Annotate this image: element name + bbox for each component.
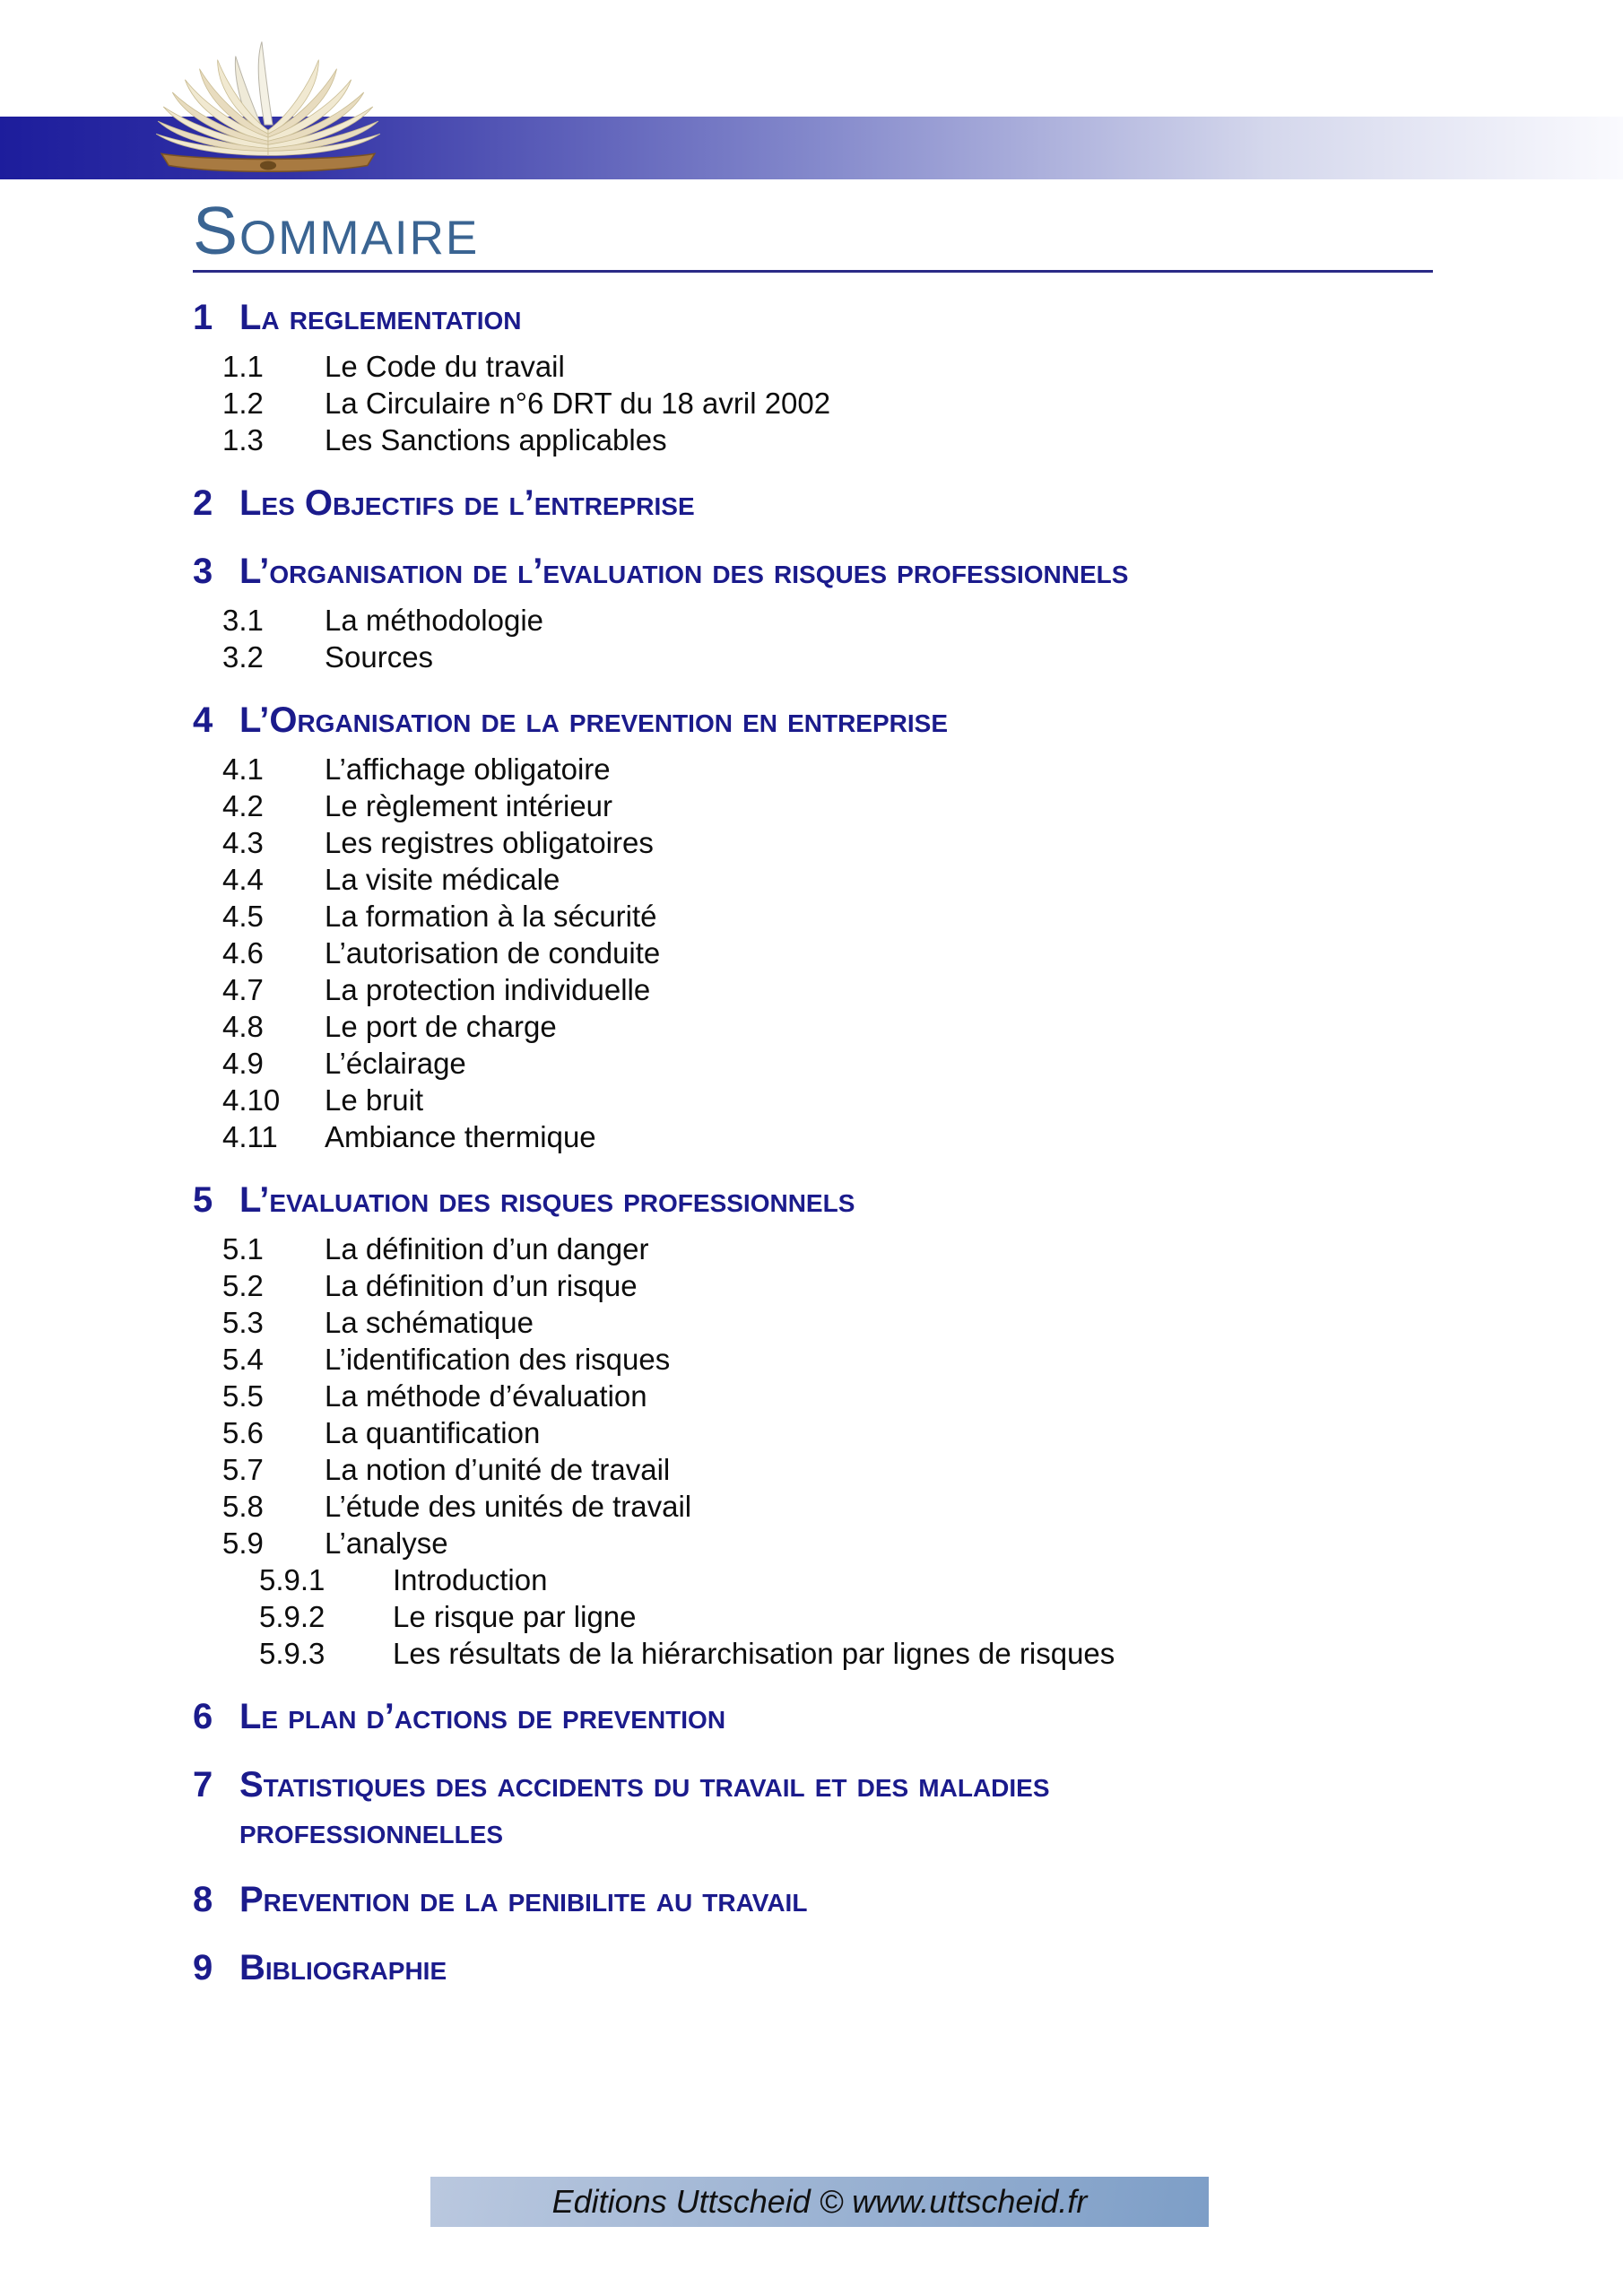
entry-label: La définition d’un danger bbox=[325, 1232, 649, 1266]
toc-entry-4-5 bbox=[222, 898, 1439, 935]
section-label: Bibliographie bbox=[239, 1948, 447, 1988]
toc-entry-5-1 bbox=[222, 1231, 1439, 1267]
entry-number: 3.1 bbox=[222, 604, 264, 638]
toc-section-1 bbox=[193, 294, 1439, 341]
toc-entry-5-8 bbox=[222, 1488, 1439, 1525]
entry-label: L’affichage obligatoire bbox=[325, 752, 611, 787]
entry-label: L’identification des risques bbox=[325, 1343, 671, 1377]
entry-label: Sources bbox=[325, 640, 434, 674]
toc-section-5 bbox=[193, 1177, 1439, 1223]
section-number: 8 bbox=[193, 1880, 213, 1920]
entry-label: L’autorisation de conduite bbox=[325, 936, 661, 970]
entry-number: 1.3 bbox=[222, 423, 264, 457]
entry-label: La quantification bbox=[325, 1416, 541, 1450]
toc-section-4 bbox=[193, 697, 1439, 744]
toc-entry-4-4 bbox=[222, 861, 1439, 898]
toc-section-3 bbox=[193, 548, 1439, 595]
open-book-image bbox=[142, 36, 395, 172]
section-label: Prevention de la penibilite au travail bbox=[239, 1880, 808, 1920]
toc-entry-4-1 bbox=[222, 751, 1439, 787]
entry-number: 5.9.2 bbox=[259, 1600, 325, 1634]
entry-number: 5.5 bbox=[222, 1379, 264, 1413]
toc-entry-5-9-1 bbox=[259, 1561, 1439, 1598]
entry-number: 1.1 bbox=[222, 350, 264, 384]
toc-entry-4-6 bbox=[222, 935, 1439, 971]
entry-number: 4.1 bbox=[222, 752, 264, 787]
section-number: 7 bbox=[193, 1765, 213, 1805]
toc-entry-5-7 bbox=[222, 1451, 1439, 1488]
entry-number: 4.7 bbox=[222, 973, 264, 1007]
section-label: L’Organisation de la prevention en entreprise bbox=[239, 700, 949, 741]
entry-label: Le risque par ligne bbox=[393, 1600, 637, 1634]
toc-entry-4-10 bbox=[222, 1082, 1439, 1118]
toc-entry-5-9-3 bbox=[259, 1635, 1439, 1672]
entry-label: La protection individuelle bbox=[325, 973, 651, 1007]
entry-label: La méthode d’évaluation bbox=[325, 1379, 647, 1413]
entry-label: Le bruit bbox=[325, 1083, 424, 1118]
entry-label: Le règlement intérieur bbox=[325, 789, 613, 823]
entry-number: 4.11 bbox=[222, 1120, 278, 1154]
entry-label: Les Sanctions applicables bbox=[325, 423, 667, 457]
toc-entry-3-2 bbox=[222, 639, 1439, 675]
entry-number: 4.8 bbox=[222, 1010, 264, 1044]
section-label: L’organisation de l’evaluation des risques professionnels bbox=[239, 552, 1129, 592]
entry-label: La visite médicale bbox=[325, 863, 560, 897]
toc-section-9 bbox=[193, 1944, 1439, 1991]
section-number: 9 bbox=[193, 1948, 213, 1988]
toc-entry-4-3 bbox=[222, 824, 1439, 861]
entry-label: La schématique bbox=[325, 1306, 534, 1340]
toc bbox=[193, 193, 1439, 1998]
entry-number: 4.4 bbox=[222, 863, 264, 897]
section-label-line-1: Statistiques des accidents du travail et des maladies bbox=[239, 1765, 1050, 1805]
toc-section-7 bbox=[193, 1761, 1439, 1855]
toc-entry-3-1 bbox=[222, 602, 1439, 639]
entry-number: 5.3 bbox=[222, 1306, 264, 1340]
entry-number: 4.10 bbox=[222, 1083, 281, 1118]
toc-entry-5-2 bbox=[222, 1267, 1439, 1304]
section-number: 6 bbox=[193, 1697, 213, 1737]
entry-label: L’étude des unités de travail bbox=[325, 1490, 692, 1524]
entry-number: 5.6 bbox=[222, 1416, 264, 1450]
section-label: L’evaluation des risques professionnels bbox=[239, 1180, 855, 1221]
entry-label: La Circulaire n°6 DRT du 18 avril 2002 bbox=[325, 387, 831, 421]
section-number: 4 bbox=[193, 700, 213, 741]
toc-entry-5-3 bbox=[222, 1304, 1439, 1341]
entry-label: La définition d’un risque bbox=[325, 1269, 638, 1303]
toc-entry-4-11 bbox=[222, 1118, 1439, 1155]
entry-number: 5.7 bbox=[222, 1453, 264, 1487]
toc-entry-5-6 bbox=[222, 1414, 1439, 1451]
entry-number: 5.1 bbox=[222, 1232, 264, 1266]
entry-number: 4.5 bbox=[222, 900, 264, 934]
entry-label: La notion d’unité de travail bbox=[325, 1453, 671, 1487]
entry-label: La formation à la sécurité bbox=[325, 900, 657, 934]
section-number: 1 bbox=[193, 298, 213, 338]
toc-entry-1-3 bbox=[222, 422, 1439, 458]
section-label: Les Objectifs de l’entreprise bbox=[239, 483, 695, 524]
footer-banner bbox=[430, 2177, 1209, 2227]
entry-number: 5.9.1 bbox=[259, 1563, 325, 1597]
entry-number: 4.9 bbox=[222, 1047, 264, 1081]
page-title: Sommaire bbox=[193, 193, 480, 268]
entry-number: 3.2 bbox=[222, 640, 264, 674]
entry-label: L’éclairage bbox=[325, 1047, 466, 1081]
entry-number: 4.2 bbox=[222, 789, 264, 823]
entry-label: L’analyse bbox=[325, 1526, 448, 1561]
section-number: 2 bbox=[193, 483, 213, 524]
toc-section-6 bbox=[193, 1693, 1439, 1740]
toc-entry-5-9 bbox=[222, 1525, 1439, 1561]
footer-text: Editions Uttscheid © www.uttscheid.fr bbox=[551, 2183, 1088, 2220]
entry-number: 5.9.3 bbox=[259, 1637, 325, 1671]
entry-label: Le Code du travail bbox=[325, 350, 565, 384]
toc-entry-4-9 bbox=[222, 1045, 1439, 1082]
toc-entry-4-7 bbox=[222, 971, 1439, 1008]
toc-section-8 bbox=[193, 1876, 1439, 1923]
toc-entry-4-2 bbox=[222, 787, 1439, 824]
section-label bbox=[239, 1761, 1439, 1855]
entry-number: 1.2 bbox=[222, 387, 264, 421]
entry-label: La méthodologie bbox=[325, 604, 544, 638]
entry-label: Les registres obligatoires bbox=[325, 826, 654, 860]
toc-section-2 bbox=[193, 480, 1439, 526]
toc-entry-1-1 bbox=[222, 348, 1439, 385]
entry-label: Le port de charge bbox=[325, 1010, 557, 1044]
entry-number: 5.4 bbox=[222, 1343, 264, 1377]
toc-entry-5-5 bbox=[222, 1378, 1439, 1414]
entry-number: 4.3 bbox=[222, 826, 264, 860]
entry-number: 5.9 bbox=[222, 1526, 264, 1561]
toc-entry-4-8 bbox=[222, 1008, 1439, 1045]
entry-label: Les résultats de la hiérarchisation par lignes de risques bbox=[393, 1637, 1115, 1671]
entry-number: 5.8 bbox=[222, 1490, 264, 1524]
section-label: La reglementation bbox=[239, 298, 522, 338]
toc-entry-1-2 bbox=[222, 385, 1439, 422]
section-number: 5 bbox=[193, 1180, 213, 1221]
section-label-line-2: professionnelles bbox=[239, 1812, 504, 1852]
section-label: Le plan d’actions de prevention bbox=[239, 1697, 726, 1737]
entry-label: Introduction bbox=[393, 1563, 548, 1597]
section-number: 3 bbox=[193, 552, 213, 592]
toc-entry-5-9-2 bbox=[259, 1598, 1439, 1635]
toc-entry-5-4 bbox=[222, 1341, 1439, 1378]
entry-number: 5.2 bbox=[222, 1269, 264, 1303]
entry-label: Ambiance thermique bbox=[325, 1120, 596, 1154]
entry-number: 4.6 bbox=[222, 936, 264, 970]
title-divider bbox=[193, 270, 1433, 273]
